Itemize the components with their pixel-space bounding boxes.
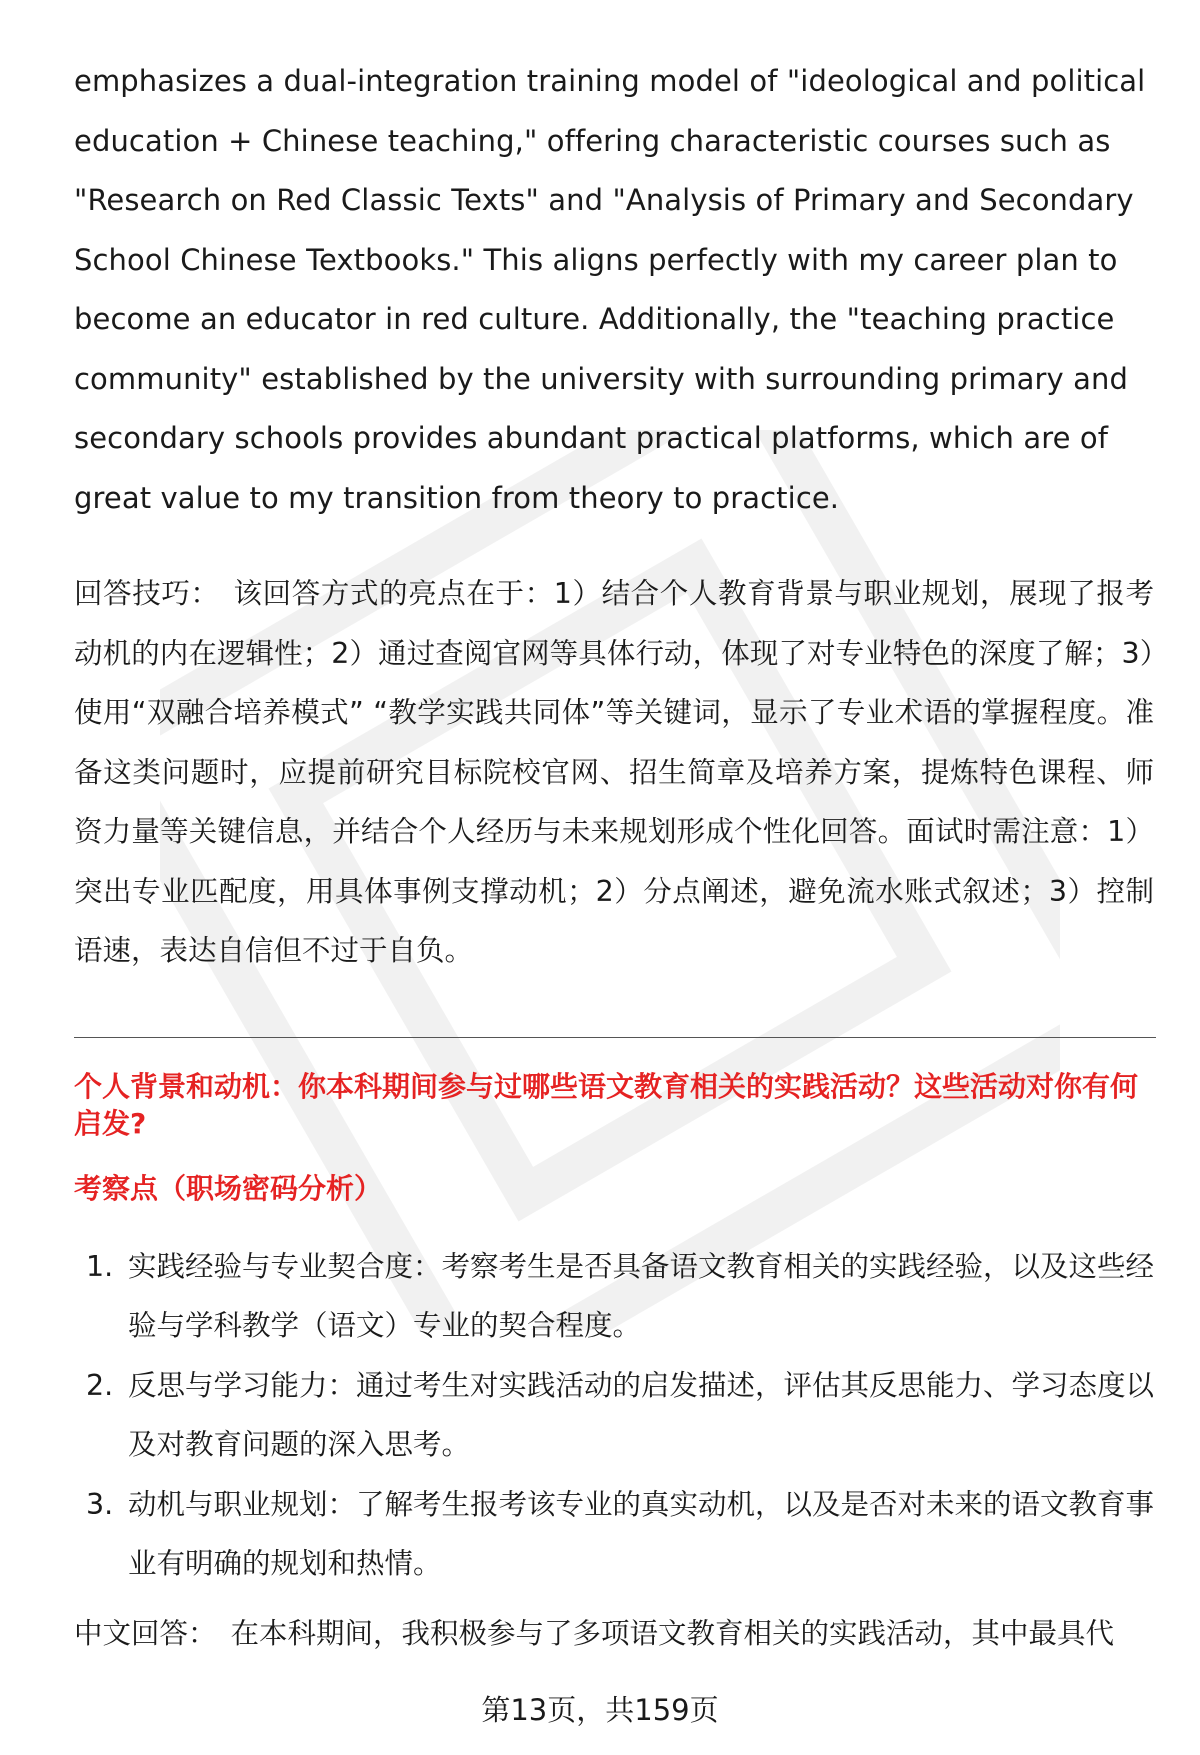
list-item bbox=[74, 1237, 1154, 1356]
list-item-number: 2. bbox=[86, 1368, 114, 1402]
page-content bbox=[74, 52, 1154, 1663]
list-item-number: 1. bbox=[86, 1249, 114, 1283]
section-title: 考察点（职场密码分析） bbox=[74, 1171, 383, 1205]
section-divider bbox=[74, 1037, 1156, 1038]
answer-label: 中文回答： bbox=[74, 1616, 217, 1650]
list-item bbox=[74, 1356, 1154, 1475]
question-title: 个人背景和动机：你本科期间参与过哪些语文教育相关的实践活动？这些活动对你有何启发? bbox=[74, 1069, 1139, 1140]
english-paragraph: emphasizes a dual-integration training model of "ideological and political education + Chinese teaching," offering characteristic courses such as "Research on Red Classic Texts" and "Analysis of Primary and Secondary School Chinese Textbooks." This aligns perfectly with my career plan to become an educator in red culture. Additionally, the "teaching practice community" established by the university with surrounding primary and secondary schools provides abundant practical platforms, which are of great value to my transition from theory to practice. bbox=[74, 64, 1146, 515]
chinese-answer bbox=[74, 1604, 1154, 1664]
list-item-text: 实践经验与专业契合度：考察考生是否具备语文教育相关的实践经验，以及这些经验与学科教学（语文）专业的契合程度。 bbox=[128, 1249, 1155, 1342]
answer-text: 在本科期间，我积极参与了多项语文教育相关的实践活动，其中最具代 bbox=[230, 1616, 1115, 1650]
list-item bbox=[74, 1475, 1154, 1594]
page-number-footer: 第13页，共159页 bbox=[481, 1693, 719, 1727]
answer-tips bbox=[74, 564, 1154, 981]
tips-text: 该回答方式的亮点在于：1）结合个人教育背景与职业规划，展现了报考动机的内在逻辑性；2）通过查阅官网等具体行动，体现了对专业特色的深度了解；3）使用“双融合培养模式” “教学实践共同体”等关键词，显示了专业术语的掌握程度。准备这类问题时，应提前研究目标院校官网、招生简章及培养方案，提炼特色课程、师资力量等关键信息，并结合个人经历与未来规划形成个性化回答。面试时需注意：1）突出专业匹配度，用具体事例支撑动机；2）分点阐述，避免流水账式叙述；3）控制语速，表达自信但不过于自负。 bbox=[74, 577, 1154, 967]
assessment-points-list bbox=[74, 1237, 1154, 1594]
list-item-number: 3. bbox=[86, 1487, 114, 1521]
list-item-text: 动机与职业规划：了解考生报考该专业的真实动机，以及是否对未来的语文教育事业有明确的规划和热情。 bbox=[128, 1487, 1155, 1580]
list-item-text: 反思与学习能力：通过考生对实践活动的启发描述，评估其反思能力、学习态度以及对教育问题的深入思考。 bbox=[128, 1368, 1155, 1461]
tips-label: 回答技巧： bbox=[74, 577, 220, 610]
